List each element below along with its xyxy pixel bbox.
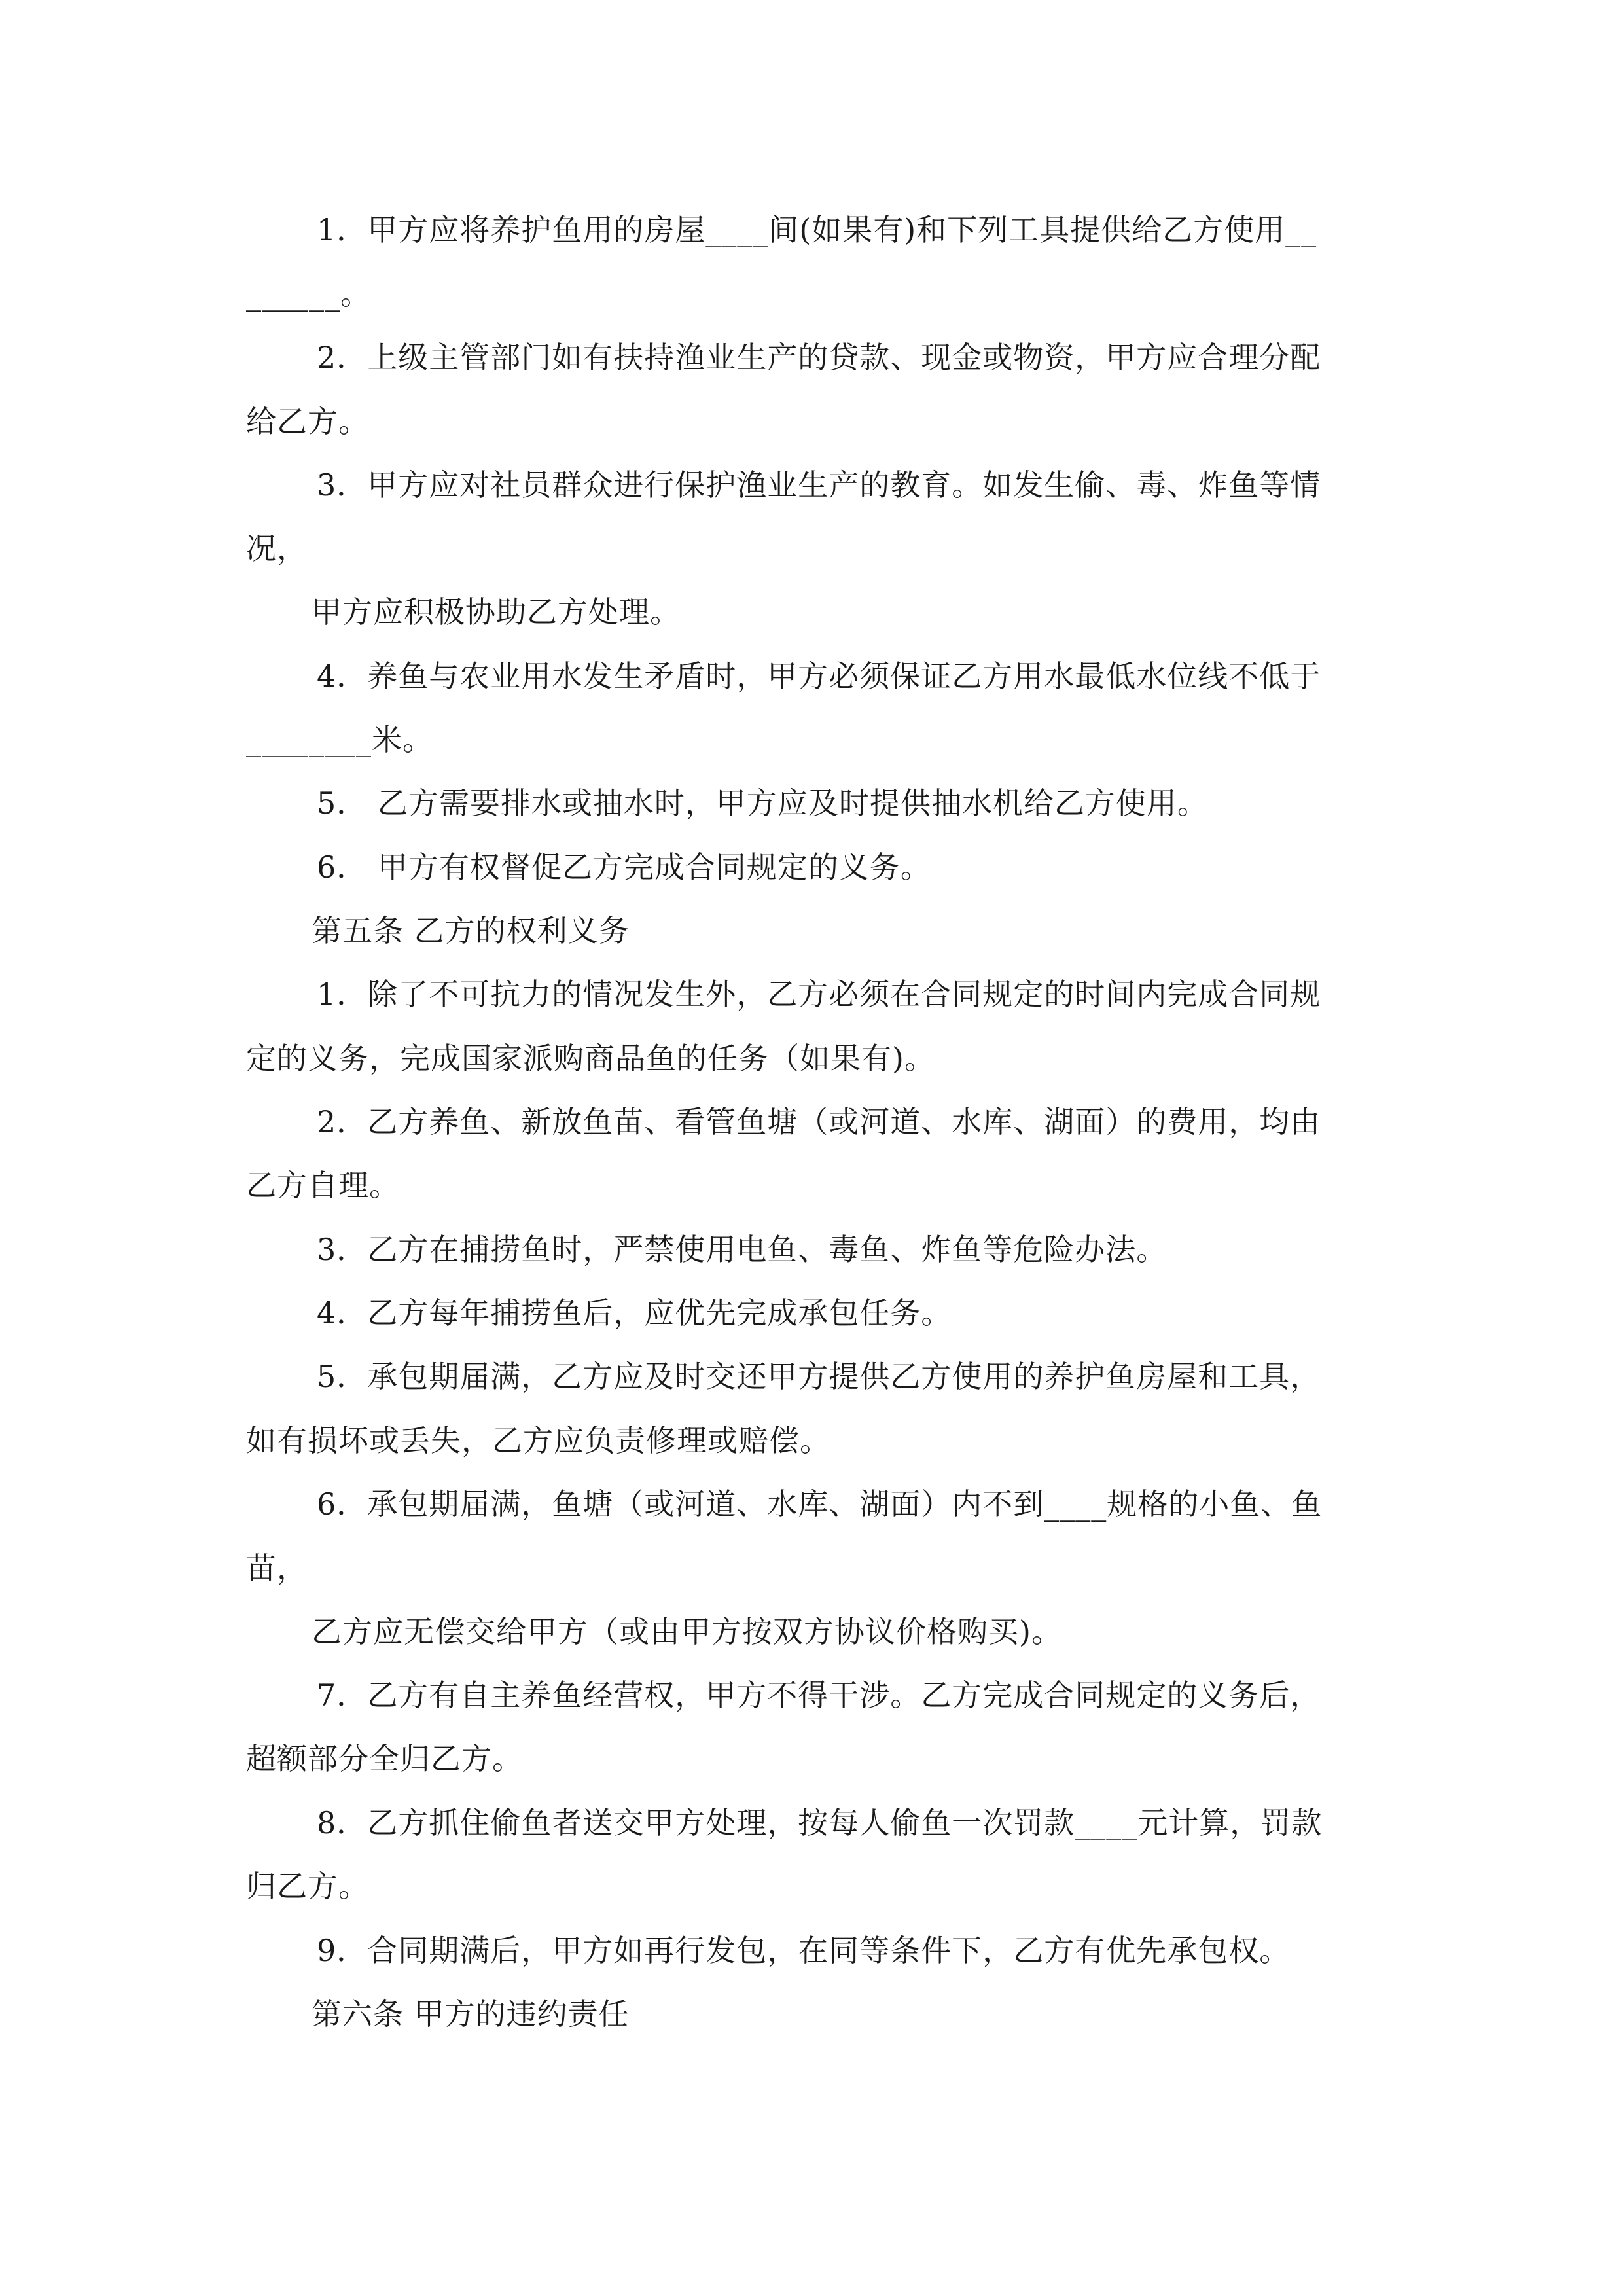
clause-4-item-3-line-2: 况， xyxy=(246,531,308,566)
clause-5-item-2-line-2: 乙方自理。 xyxy=(246,1168,400,1203)
clause-4-item-2-line-1: 2．上级主管部门如有扶持渔业生产的贷款、现金或物资，甲方应合理分配 xyxy=(317,340,1321,375)
clause-5-item-1-line-2: 定的义务，完成国家派购商品鱼的任务（如果有)。 xyxy=(246,1041,935,1076)
clause-5-item-3: 3．乙方在捕捞鱼时，严禁使用电鱼、毒鱼、炸鱼等危险办法。 xyxy=(317,1232,1168,1267)
clause-5-item-9: 9．合同期满后，甲方如再行发包，在同等条件下，乙方有优先承包权。 xyxy=(317,1933,1291,1968)
clause-5-item-6-line-2: 苗， xyxy=(246,1551,308,1586)
article-6-heading: 第六条 甲方的违约责任 xyxy=(312,1996,630,2032)
clause-4-item-1-line-2: ______。 xyxy=(246,276,371,312)
clause-5-item-5-line-2: 如有损坏或丢失，乙方应负责修理或赔偿。 xyxy=(246,1423,830,1458)
clause-4-item-2-line-2: 给乙方。 xyxy=(246,404,369,439)
clause-5-item-8-line-1: 8．乙方抓住偷鱼者送交甲方处理，按每人偷鱼一次罚款____元计算，罚款 xyxy=(317,1805,1323,1840)
clause-5-item-8-line-2: 归乙方。 xyxy=(246,1869,369,1904)
clause-5-item-7-line-2: 超额部分全归乙方。 xyxy=(246,1741,523,1776)
clause-5-item-6-line-3: 乙方应无偿交给甲方（或由甲方按双方协议价格购买)。 xyxy=(312,1614,1062,1649)
clause-4-item-4-line-1: 4．养鱼与农业用水发生矛盾时，甲方必须保证乙方用水最低水位线不低于 xyxy=(317,658,1321,694)
article-5-heading: 第五条 乙方的权利义务 xyxy=(312,913,630,948)
clause-5-item-5-line-1: 5．承包期届满，乙方应及时交还甲方提供乙方使用的养护鱼房屋和工具， xyxy=(317,1359,1321,1394)
clause-5-item-4: 4．乙方每年捕捞鱼后，应优先完成承包任务。 xyxy=(317,1295,952,1331)
clause-4-item-3-line-1: 3．甲方应对社员群众进行保护渔业生产的教育。如发生偷、毒、炸鱼等情 xyxy=(317,467,1321,503)
clause-4-item-5: 5． 乙方需要排水或抽水时，甲方应及时提供抽水机给乙方使用。 xyxy=(317,785,1208,821)
clause-4-item-1-line-1: 1．甲方应将养护鱼用的房屋____间(如果有)和下列工具提供给乙方使用__ xyxy=(317,212,1317,247)
clause-4-item-6: 6． 甲方有权督促乙方完成合同规定的义务。 xyxy=(317,850,931,885)
clause-4-item-4-line-2: ________米。 xyxy=(246,722,433,757)
clause-5-item-7-line-1: 7．乙方有自主养鱼经营权，甲方不得干涉。乙方完成合同规定的义务后， xyxy=(317,1677,1321,1713)
clause-5-item-2-line-1: 2．乙方养鱼、新放鱼苗、看管鱼塘（或河道、水库、湖面）的费用，均由 xyxy=(317,1104,1321,1139)
clause-5-item-1-line-1: 1．除了不可抗力的情况发生外，乙方必须在合同规定的时间内完成合同规 xyxy=(317,977,1321,1012)
clause-5-item-6-line-1: 6．承包期届满，鱼塘（或河道、水库、湖面）内不到____规格的小鱼、鱼 xyxy=(317,1486,1323,1522)
clause-4-item-3-line-3: 甲方应积极协助乙方处理。 xyxy=(312,594,681,630)
